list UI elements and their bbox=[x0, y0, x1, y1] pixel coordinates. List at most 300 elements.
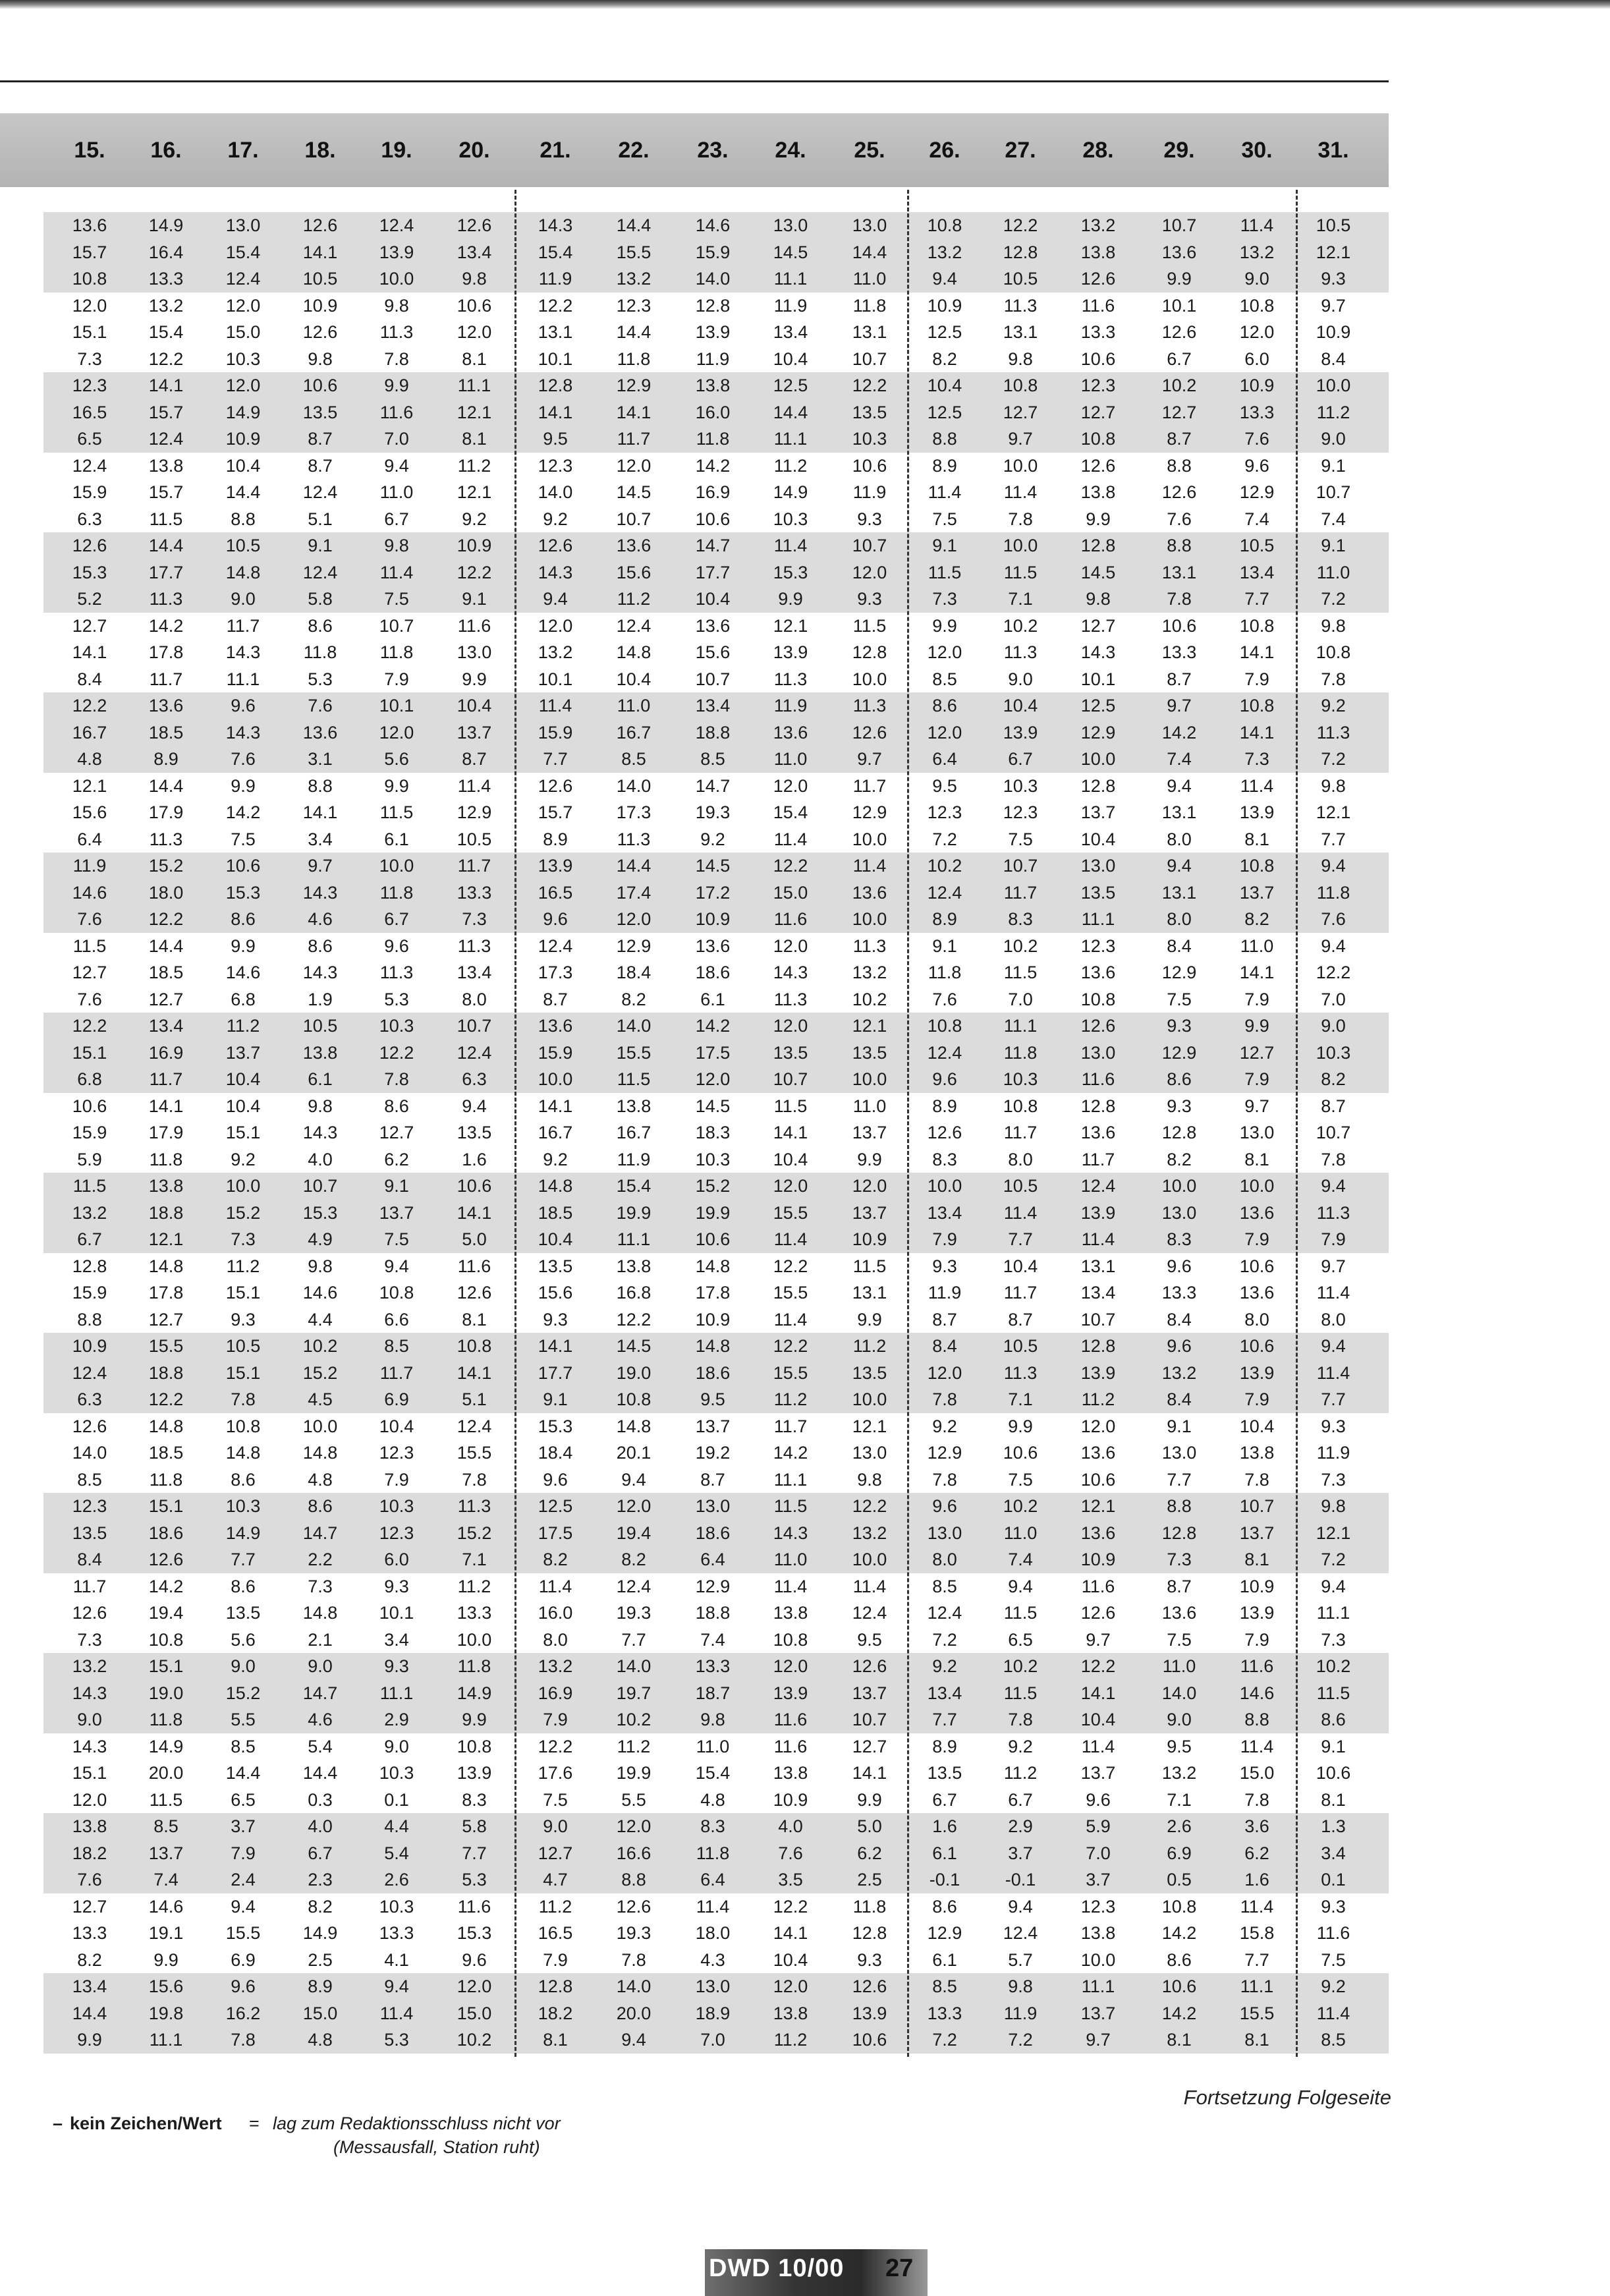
table-cell: 15.5 bbox=[148, 1336, 184, 1356]
table-cell: 5.4 bbox=[308, 1736, 333, 1756]
table-row bbox=[43, 2027, 1389, 2054]
table-cell: 12.5 bbox=[773, 376, 808, 395]
table-cell: 7.7 bbox=[1321, 1389, 1346, 1409]
table-cell: 13.5 bbox=[302, 402, 338, 422]
table-cell: 18.6 bbox=[695, 963, 731, 982]
table-cell: 7.7 bbox=[621, 1629, 646, 1650]
table-cell: 8.6 bbox=[231, 1469, 256, 1490]
table-cell: 15.6 bbox=[72, 802, 107, 822]
table-cell: 8.6 bbox=[1321, 1710, 1346, 1729]
table-cell: 9.9 bbox=[857, 1789, 882, 1810]
table-cell: 12.1 bbox=[773, 615, 808, 636]
table-cell: 7.3 bbox=[932, 589, 957, 609]
table-cell: 13.7 bbox=[852, 1123, 887, 1142]
table-cell: 13.0 bbox=[1080, 856, 1116, 876]
table-cell: 16.2 bbox=[225, 2003, 261, 2023]
table-cell: 9.7 bbox=[1008, 429, 1033, 449]
table-cell: 12.0 bbox=[927, 722, 962, 742]
table-row bbox=[43, 746, 1389, 773]
table-cell: 13.4 bbox=[457, 242, 492, 262]
table-cell: 12.8 bbox=[1161, 1123, 1197, 1142]
table-cell: 13.0 bbox=[1239, 1123, 1275, 1142]
table-cell: 8.6 bbox=[308, 615, 333, 636]
table-cell: 13.4 bbox=[927, 1683, 962, 1703]
table-cell: 13.2 bbox=[1239, 242, 1275, 262]
table-cell: 12.6 bbox=[72, 1603, 107, 1623]
table-cell: 6.3 bbox=[462, 1069, 487, 1089]
table-cell: 15.3 bbox=[773, 562, 808, 582]
table-cell: 7.4 bbox=[700, 1629, 725, 1650]
table-cell: 11.5 bbox=[1003, 562, 1038, 582]
table-cell: 13.1 bbox=[1080, 1256, 1116, 1276]
table-cell: 12.0 bbox=[773, 936, 808, 956]
table-cell: 11.3 bbox=[149, 829, 183, 849]
table-cell: 10.8 bbox=[225, 1416, 261, 1436]
table-cell: 10.6 bbox=[302, 376, 338, 395]
table-cell: 9.6 bbox=[543, 909, 568, 929]
table-cell: 11.3 bbox=[379, 963, 414, 982]
table-cell: 7.3 bbox=[1321, 1629, 1346, 1650]
table-row bbox=[43, 479, 1389, 506]
table-cell: 5.5 bbox=[621, 1789, 646, 1810]
table-cell: 8.7 bbox=[932, 1309, 957, 1330]
table-cell: 3.6 bbox=[1244, 1816, 1269, 1836]
table-cell: 11.1 bbox=[1081, 1976, 1115, 1996]
table-cell: 16.7 bbox=[72, 722, 107, 742]
table-cell: 16.9 bbox=[538, 1683, 573, 1703]
table-cell: 9.9 bbox=[384, 775, 409, 796]
table-cell: 13.8 bbox=[1080, 242, 1116, 262]
table-cell: 13.8 bbox=[773, 2003, 808, 2023]
table-cell: 15.4 bbox=[148, 322, 184, 342]
table-cell: -0.1 bbox=[1005, 1870, 1036, 1890]
table-cell: 11.7 bbox=[773, 1416, 808, 1436]
table-cell: 13.9 bbox=[1239, 1362, 1275, 1383]
table-cell: 4.0 bbox=[778, 1816, 803, 1836]
table-cell: 12.4 bbox=[72, 455, 107, 476]
table-cell: 7.6 bbox=[77, 909, 102, 929]
table-cell: 7.0 bbox=[1321, 989, 1346, 1009]
table-cell: 9.5 bbox=[1167, 1736, 1192, 1756]
table-cell: 8.1 bbox=[1167, 2030, 1192, 2050]
table-cell: 12.9 bbox=[1161, 963, 1197, 982]
table-cell: 11.3 bbox=[457, 1496, 491, 1516]
table-cell: 14.8 bbox=[695, 1256, 731, 1276]
table-cell: 14.0 bbox=[616, 775, 652, 796]
table-cell: 10.7 bbox=[379, 615, 414, 636]
table-cell: 17.5 bbox=[538, 1523, 573, 1543]
table-cell: 15.0 bbox=[1239, 1763, 1275, 1783]
table-cell: 11.8 bbox=[852, 295, 887, 316]
table-cell: 12.0 bbox=[1239, 322, 1275, 342]
table-cell: 10.7 bbox=[852, 1710, 887, 1729]
table-cell: 11.4 bbox=[773, 1229, 808, 1249]
table-cell: 11.6 bbox=[773, 1736, 808, 1756]
table-cell: 9.9 bbox=[1167, 269, 1192, 289]
table-cell: 6.1 bbox=[932, 1949, 957, 1970]
table-cell: 12.2 bbox=[852, 376, 887, 395]
table-cell: 13.0 bbox=[927, 1523, 962, 1543]
table-cell: 15.3 bbox=[457, 1923, 492, 1943]
table-cell: 14.2 bbox=[225, 802, 261, 822]
table-cell: 12.0 bbox=[773, 1976, 808, 1996]
table-cell: 11.0 bbox=[1162, 1656, 1196, 1676]
table-cell: 10.0 bbox=[225, 1176, 261, 1196]
table-cell: 18.0 bbox=[695, 1923, 731, 1943]
table-cell: 7.5 bbox=[543, 1789, 568, 1810]
table-cell: 15.1 bbox=[72, 1042, 107, 1063]
table-cell: 12.2 bbox=[538, 1736, 573, 1756]
table-cell: 11.2 bbox=[457, 455, 491, 476]
table-cell: 11.6 bbox=[1240, 1656, 1274, 1676]
table-cell: 8.1 bbox=[462, 1309, 487, 1330]
table-cell: 18.5 bbox=[538, 1202, 573, 1223]
table-cell: 9.7 bbox=[1086, 1629, 1111, 1650]
table-cell: 13.7 bbox=[852, 1202, 887, 1223]
table-cell: 12.6 bbox=[1080, 1603, 1116, 1623]
footnote-equals: = bbox=[249, 2114, 260, 2133]
table-cell: 10.8 bbox=[1316, 642, 1351, 662]
table-row bbox=[43, 532, 1389, 559]
table-cell: 4.8 bbox=[308, 1469, 333, 1490]
table-cell: 9.2 bbox=[543, 509, 568, 529]
table-cell: 7.2 bbox=[932, 2030, 957, 2050]
table-cell: 8.4 bbox=[1167, 936, 1192, 956]
table-cell: 9.9 bbox=[1008, 1416, 1033, 1436]
table-cell: 13.6 bbox=[1239, 1283, 1275, 1302]
table-cell: 13.1 bbox=[1003, 322, 1038, 342]
table-cell: 10.2 bbox=[1003, 615, 1038, 636]
table-cell: 6.3 bbox=[77, 1389, 102, 1409]
table-cell: 13.2 bbox=[538, 642, 573, 662]
table-cell: 14.2 bbox=[773, 1443, 808, 1463]
table-cell: 7.3 bbox=[308, 1576, 333, 1596]
table-cell: 12.0 bbox=[379, 722, 414, 742]
table-cell: 10.9 bbox=[1239, 376, 1275, 395]
table-cell: 12.7 bbox=[148, 1309, 184, 1330]
table-cell: 12.6 bbox=[1080, 269, 1116, 289]
table-cell: 14.9 bbox=[225, 1523, 261, 1543]
table-cell: 7.9 bbox=[1244, 1389, 1269, 1409]
table-cell: 9.8 bbox=[384, 295, 409, 316]
table-cell: 12.1 bbox=[1316, 242, 1351, 262]
table-cell: 9.6 bbox=[1086, 1789, 1111, 1810]
table-cell: 5.3 bbox=[462, 1870, 487, 1890]
table-cell: 9.1 bbox=[1321, 1736, 1346, 1756]
table-cell: 10.4 bbox=[1080, 829, 1116, 849]
table-cell: 2.5 bbox=[857, 1870, 882, 1890]
table-cell: 14.2 bbox=[1161, 1923, 1197, 1943]
table-cell: 10.8 bbox=[379, 1283, 414, 1302]
table-cell: 14.9 bbox=[773, 482, 808, 502]
table-cell: 11.0 bbox=[852, 269, 887, 289]
table-cell: 9.9 bbox=[153, 1949, 179, 1970]
table-cell: 10.3 bbox=[225, 349, 261, 369]
table-cell: 12.2 bbox=[773, 1256, 808, 1276]
table-cell: 6.7 bbox=[308, 1843, 333, 1863]
table-cell: 12.3 bbox=[1080, 1896, 1116, 1917]
table-cell: 13.3 bbox=[72, 1923, 107, 1943]
table-cell: 14.8 bbox=[148, 1416, 184, 1436]
column-header: 18. bbox=[304, 138, 336, 163]
table-cell: 11.4 bbox=[773, 1309, 808, 1330]
table-cell: 13.7 bbox=[1080, 1763, 1116, 1783]
table-cell: 11.4 bbox=[538, 696, 572, 715]
table-row bbox=[43, 586, 1389, 613]
table-cell: 2.6 bbox=[1167, 1816, 1192, 1836]
table-cell: 11.0 bbox=[852, 1096, 887, 1116]
table-cell: 12.2 bbox=[72, 1016, 107, 1036]
table-cell: 11.7 bbox=[72, 1576, 107, 1596]
table-cell: 12.1 bbox=[1316, 802, 1351, 822]
table-cell: 8.1 bbox=[1244, 1550, 1269, 1569]
table-cell: 5.1 bbox=[462, 1389, 487, 1409]
table-cell: 18.6 bbox=[148, 1523, 184, 1543]
table-row bbox=[43, 719, 1389, 746]
table-cell: 13.2 bbox=[1161, 1763, 1197, 1783]
table-cell: 11.8 bbox=[149, 1710, 183, 1729]
table-cell: 10.3 bbox=[1316, 1042, 1351, 1063]
table-cell: 11.3 bbox=[1003, 295, 1038, 316]
table-cell: 10.4 bbox=[773, 1149, 808, 1169]
table-cell: 7.4 bbox=[1167, 749, 1192, 769]
table-cell: 4.6 bbox=[308, 1710, 333, 1729]
dashed-separator bbox=[514, 190, 516, 2057]
table-cell: 13.3 bbox=[457, 882, 492, 903]
table-cell: 13.4 bbox=[927, 1202, 962, 1223]
table-cell: 13.9 bbox=[773, 1683, 808, 1703]
table-cell: 13.9 bbox=[1239, 1603, 1275, 1623]
table-cell: 19.0 bbox=[616, 1362, 652, 1383]
table-cell: 15.3 bbox=[225, 882, 261, 903]
table-cell: 11.0 bbox=[773, 1550, 808, 1569]
table-cell: 14.0 bbox=[72, 1443, 107, 1463]
table-cell: 13.2 bbox=[1080, 215, 1116, 235]
table-cell: 9.7 bbox=[1321, 1256, 1346, 1276]
table-cell: 8.7 bbox=[308, 455, 333, 476]
table-cell: 11.5 bbox=[72, 936, 107, 956]
table-row bbox=[43, 1467, 1389, 1494]
table-cell: 9.4 bbox=[1321, 936, 1346, 956]
table-cell: 10.8 bbox=[616, 1389, 652, 1409]
table-cell: 8.1 bbox=[1244, 1149, 1269, 1169]
table-cell: 13.4 bbox=[1080, 1283, 1116, 1302]
table-cell: 10.8 bbox=[927, 215, 962, 235]
table-cell: 11.2 bbox=[1081, 1389, 1115, 1409]
scan-edge-shadow bbox=[0, 0, 1610, 9]
table-cell: 8.8 bbox=[621, 1870, 646, 1890]
table-cell: 15.1 bbox=[225, 1283, 261, 1302]
table-cell: 16.5 bbox=[72, 402, 107, 422]
table-cell: 11.6 bbox=[379, 402, 414, 422]
table-cell: 9.7 bbox=[1321, 295, 1346, 316]
table-cell: 9.0 bbox=[308, 1656, 333, 1676]
table-cell: 12.6 bbox=[1080, 1016, 1116, 1036]
table-cell: 7.8 bbox=[621, 1949, 646, 1970]
table-cell: 11.4 bbox=[928, 482, 962, 502]
table-cell: 10.8 bbox=[1080, 989, 1116, 1009]
table-cell: 9.3 bbox=[1321, 1416, 1346, 1436]
table-cell: 6.1 bbox=[308, 1069, 333, 1089]
table-cell: 11.6 bbox=[773, 909, 808, 929]
table-cell: 10.3 bbox=[225, 1496, 261, 1516]
table-cell: 7.5 bbox=[231, 829, 256, 849]
table-cell: 11.3 bbox=[1003, 642, 1038, 662]
table-cell: 13.0 bbox=[457, 642, 492, 662]
table-cell: 10.4 bbox=[457, 696, 492, 715]
table-cell: 0.3 bbox=[308, 1789, 333, 1810]
table-cell: 14.1 bbox=[148, 1096, 184, 1116]
table-cell: 10.2 bbox=[457, 2030, 492, 2050]
table-cell: 6.7 bbox=[384, 509, 409, 529]
table-cell: 10.3 bbox=[695, 1149, 731, 1169]
table-cell: 14.3 bbox=[302, 963, 338, 982]
table-cell: 1.6 bbox=[462, 1149, 487, 1169]
table-cell: 10.0 bbox=[852, 1069, 887, 1089]
table-cell: 12.5 bbox=[1080, 696, 1116, 715]
table-cell: 15.0 bbox=[302, 2003, 338, 2023]
table-cell: 10.0 bbox=[379, 269, 414, 289]
table-cell: 7.5 bbox=[1167, 1629, 1192, 1650]
table-cell: 8.9 bbox=[932, 455, 957, 476]
data-table bbox=[43, 212, 1389, 2057]
table-cell: 6.1 bbox=[932, 1843, 957, 1863]
table-cell: 3.7 bbox=[231, 1816, 256, 1836]
table-row bbox=[43, 1066, 1389, 1093]
table-cell: 10.0 bbox=[457, 1629, 492, 1650]
table-cell: 8.1 bbox=[462, 349, 487, 369]
table-cell: 7.0 bbox=[700, 2030, 725, 2050]
table-cell: 8.6 bbox=[308, 936, 333, 956]
table-cell: 15.9 bbox=[538, 1042, 573, 1063]
table-cell: 11.8 bbox=[1003, 1042, 1038, 1063]
table-cell: 8.5 bbox=[700, 749, 725, 769]
dashed-separator bbox=[1296, 190, 1298, 2057]
table-cell: 13.8 bbox=[1239, 1443, 1275, 1463]
table-cell: 12.4 bbox=[927, 1603, 962, 1623]
table-cell: 15.1 bbox=[72, 1763, 107, 1783]
table-row bbox=[43, 666, 1389, 693]
footer-publication-label: DWD 10/00 bbox=[709, 2254, 845, 2282]
table-cell: 11.2 bbox=[617, 589, 651, 609]
table-cell: 8.6 bbox=[308, 1496, 333, 1516]
table-cell: 12.2 bbox=[538, 295, 573, 316]
table-cell: 12.8 bbox=[1003, 242, 1038, 262]
table-cell: 9.0 bbox=[1244, 269, 1269, 289]
table-cell: 4.3 bbox=[700, 1949, 725, 1970]
table-cell: 10.7 bbox=[1316, 482, 1351, 502]
table-cell: 6.8 bbox=[231, 989, 256, 1009]
table-cell: 9.0 bbox=[384, 1736, 409, 1756]
table-cell: 15.5 bbox=[773, 1202, 808, 1223]
table-cell: 14.9 bbox=[148, 215, 184, 235]
table-cell: 9.1 bbox=[543, 1389, 568, 1409]
table-cell: 11.1 bbox=[773, 429, 808, 449]
table-cell: 6.0 bbox=[384, 1550, 409, 1569]
table-cell: 8.2 bbox=[621, 1550, 646, 1569]
table-cell: 7.9 bbox=[1244, 1229, 1269, 1249]
table-cell: 9.2 bbox=[462, 509, 487, 529]
table-cell: 11.9 bbox=[1003, 2003, 1038, 2023]
table-cell: 11.3 bbox=[773, 989, 808, 1009]
table-cell: 13.8 bbox=[1080, 482, 1116, 502]
table-cell: 8.0 bbox=[932, 1550, 957, 1569]
table-cell: 10.7 bbox=[457, 1016, 492, 1036]
table-row bbox=[43, 1947, 1389, 1974]
footnote-text-line2: (Messausfall, Station ruht) bbox=[333, 2137, 540, 2157]
table-cell: 8.7 bbox=[1167, 669, 1192, 689]
table-cell: 17.8 bbox=[148, 642, 184, 662]
table-cell: 8.8 bbox=[1244, 1710, 1269, 1729]
table-cell: 10.5 bbox=[1003, 1336, 1038, 1356]
table-cell: 19.9 bbox=[695, 1202, 731, 1223]
table-cell: 13.7 bbox=[1239, 882, 1275, 903]
table-cell: 12.0 bbox=[927, 642, 962, 662]
table-cell: 11.2 bbox=[773, 2030, 808, 2050]
column-header: 16. bbox=[150, 138, 182, 163]
table-cell: 14.1 bbox=[852, 1763, 887, 1783]
table-cell: 14.6 bbox=[695, 215, 731, 235]
table-cell: 13.7 bbox=[1080, 802, 1116, 822]
table-cell: 9.2 bbox=[231, 1149, 256, 1169]
table-cell: 2.9 bbox=[1008, 1816, 1033, 1836]
table-cell: 11.3 bbox=[1316, 1202, 1350, 1223]
table-cell: 9.0 bbox=[231, 1656, 256, 1676]
table-cell: 10.3 bbox=[773, 509, 808, 529]
table-cell: 14.1 bbox=[773, 1123, 808, 1142]
table-cell: 14.8 bbox=[148, 1256, 184, 1276]
table-cell: 20.0 bbox=[148, 1763, 184, 1783]
table-cell: 10.6 bbox=[695, 1229, 731, 1249]
table-cell: 7.7 bbox=[543, 749, 568, 769]
table-cell: 9.9 bbox=[857, 1309, 882, 1330]
table-cell: 7.1 bbox=[1008, 1389, 1033, 1409]
table-row bbox=[43, 933, 1389, 960]
table-cell: 18.8 bbox=[148, 1362, 184, 1383]
table-cell: 9.0 bbox=[77, 1710, 102, 1729]
table-cell: 9.6 bbox=[231, 696, 256, 715]
table-cell: 12.7 bbox=[72, 963, 107, 982]
table-cell: 7.8 bbox=[932, 1389, 957, 1409]
table-cell: 8.6 bbox=[1167, 1949, 1192, 1970]
table-cell: 12.4 bbox=[302, 562, 338, 582]
table-cell: 13.8 bbox=[148, 455, 184, 476]
table-cell: 10.0 bbox=[538, 1069, 573, 1089]
table-cell: 14.4 bbox=[148, 775, 184, 796]
table-cell: 11.2 bbox=[773, 1389, 808, 1409]
table-row bbox=[43, 506, 1389, 533]
table-cell: 8.7 bbox=[462, 749, 487, 769]
table-row bbox=[43, 826, 1389, 853]
table-cell: 14.3 bbox=[225, 642, 261, 662]
table-cell: 15.6 bbox=[538, 1283, 573, 1302]
table-cell: 10.6 bbox=[852, 2030, 887, 2050]
table-cell: 12.3 bbox=[538, 455, 573, 476]
table-cell: 15.5 bbox=[225, 1923, 261, 1943]
table-cell: 15.0 bbox=[773, 882, 808, 903]
table-cell: 13.6 bbox=[1239, 1202, 1275, 1223]
table-cell: 12.2 bbox=[1080, 1656, 1116, 1676]
table-cell: 9.9 bbox=[778, 589, 803, 609]
table-cell: 12.0 bbox=[927, 1362, 962, 1383]
table-cell: 5.1 bbox=[308, 509, 333, 529]
table-cell: 14.2 bbox=[148, 1576, 184, 1596]
table-cell: 9.4 bbox=[1167, 856, 1192, 876]
table-cell: 14.5 bbox=[773, 242, 808, 262]
table-cell: 8.2 bbox=[77, 1949, 102, 1970]
table-row bbox=[43, 692, 1389, 719]
table-cell: 10.5 bbox=[457, 829, 492, 849]
